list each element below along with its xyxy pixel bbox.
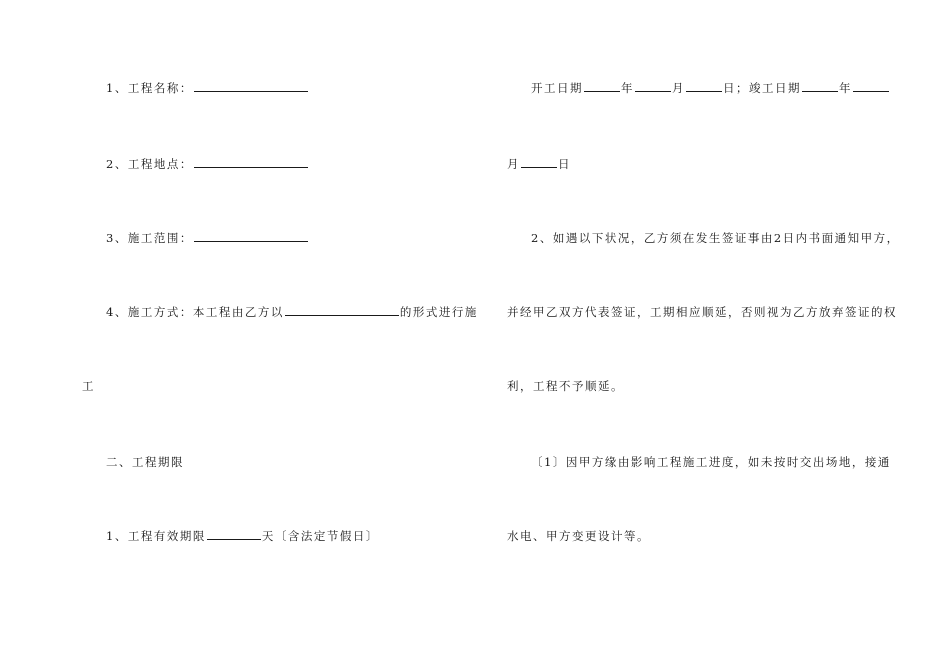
project-location-blank [194, 156, 308, 168]
construction-scope-line [106, 230, 309, 246]
construction-scope-blank [194, 230, 308, 242]
construction-scope-label: 3、施工范围： [106, 231, 193, 245]
end-year-blank [802, 80, 838, 92]
valid-period-suffix: 天〔含法定节假日〕 [261, 529, 379, 543]
valid-period-days-blank [207, 528, 261, 540]
start-end-date-line [531, 80, 890, 96]
end-date-continuation [507, 156, 571, 172]
construction-method-blank [285, 304, 399, 316]
start-date-label: 开工日期 [531, 81, 583, 95]
visa-clause-line-1 [531, 230, 900, 246]
end-year-unit: 年 [839, 81, 852, 95]
sub-clause-1-text-1: 〔1〕因甲方缘由影响工程施工进度，如未按时交出场地，接通 [531, 455, 891, 469]
visa-clause-text-1: 2、如遇以下状况，乙方须在发生签证事由2日内书面通知甲方， [531, 231, 900, 245]
end-month-unit: 月 [507, 157, 520, 171]
visa-clause-text-2: 并经甲乙双方代表签证，工期相应顺延，否则视为乙方放弃签证的权 [507, 305, 897, 319]
end-day-blank [521, 156, 557, 168]
sub-clause-1-text-2: 水电、甲方变更设计等。 [507, 529, 650, 543]
start-year-unit: 年 [621, 81, 634, 95]
project-location-line [106, 156, 309, 172]
sub-clause-1-line-1 [531, 454, 891, 470]
end-day-unit: 日 [558, 157, 571, 171]
construction-method-prefix: 4、施工方式：本工程由乙方以 [106, 305, 284, 319]
visa-clause-line-3 [507, 378, 624, 394]
sub-clause-1-line-2 [507, 528, 650, 544]
construction-method-suffix: 的形式进行施 [399, 305, 478, 319]
project-name-label: 1、工程名称： [106, 81, 193, 95]
valid-period-prefix: 1、工程有效期限 [106, 529, 206, 543]
start-month-unit: 月 [672, 81, 685, 95]
start-year-blank [584, 80, 620, 92]
construction-method-wrap-text: 工 [82, 379, 95, 393]
visa-clause-line-2 [507, 304, 897, 320]
visa-clause-text-3: 利，工程不予顺延。 [507, 379, 624, 393]
section-heading-period [106, 454, 184, 470]
start-month-blank [635, 80, 671, 92]
construction-method-wrap [82, 378, 95, 394]
end-month-blank [853, 80, 889, 92]
project-location-label: 2、工程地点： [106, 157, 193, 171]
start-day-and-end-label: 日；竣工日期 [723, 81, 801, 95]
section-heading-period-text: 二、工程期限 [106, 455, 184, 469]
valid-period-line [106, 528, 379, 544]
project-name-line [106, 80, 309, 96]
project-name-blank [194, 80, 308, 92]
start-day-blank [686, 80, 722, 92]
construction-method-line [106, 304, 478, 320]
